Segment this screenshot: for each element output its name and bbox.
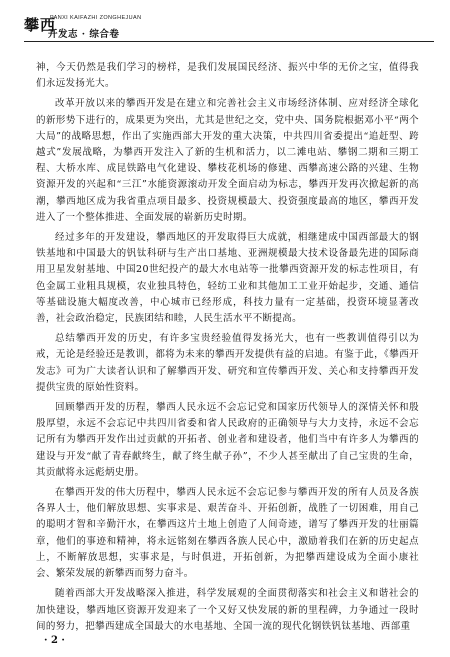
paragraph: 随着西部大开发战略深入推进，科学发展观的全面贯彻落实和社会主义和谐社会的加快建设，攀西地区资源开发迎来了一个又好又快发展的新的里程碑，力争通过一段时间的努力，把攀西建成全国最大的水电基地、全国一流的现代化钢铁钒钛基地、西部重	[36, 588, 419, 632]
header-rule	[24, 41, 434, 42]
paragraph: 改革开放以来的攀西开发是在建立和完善社会主义市场经济体制、应对经济全球化的新形势下进行的，成果更为突出，尤其是世纪之交，党中央、国务院根据邓小平“两个大局”的战略思想，作出了实施西部大开发的重大决策，中共四川省委提出“追赶型、跨越式”发展战略，为攀西开发注入了新的生机和活力，以二滩电站、攀钢二期和三期工程、大桥水库、成昆铁路电气化建设、攀枝花机场的修建、西攀高速公路的兴建、生物资源开发的兴起和“三江”水能资源滚动开发全面启动为标志，攀西开发再次掀起新的高潮，攀西地区成为我省重点项目最多、投资规模最大、投资强度最高的地区，攀西开发进入了一个整体推进、全面发展的崭新历史时期。	[36, 98, 419, 223]
body-text	[36, 60, 419, 639]
book-title: 开发志 · 综合卷	[48, 29, 120, 40]
paragraph: 回顾攀西开发的历程，攀西人民永远不会忘记党和国家历代领导人的深情关怀和殷殷厚望，永远不会忘记中共四川省委和省人民政府的正确领导与大力支持，永远不会忘记所有为攀西开发作出过贡献的开拓者、创业者和建设者，他们当中有许多人为攀西的建设与开发“献了青春献终生，献了终生献子孙”，不少人甚至献出了自己宝贵的生命，其贡献将永远彪炳史册。	[36, 402, 419, 478]
paragraph: 神，今天仍然是我们学习的榜样，是我们发展国民经济、振兴中华的无价之宝，值得我们永远发扬光大。	[36, 62, 419, 90]
page-header	[24, 10, 434, 44]
paragraph: 经过多年的开发建设，攀西地区的开发取得巨大成就，相继建成中国西部最大的钢铁基地和中国最大的钒钛科研与生产出口基地、亚洲规模最大技术设备最先进的国际商用卫星发射基地、中国20世纪投产的最大水电站等一批攀西资源开发的标志性项目，有色金属工业粗具规模，农业独具特色，轻纺工业和其他加工工业开始起步，交通、通信等基础设施大幅度改善，中心城市已经形成，科技力量有一定基础，投资环境显著改善，社会政治稳定，民族团结和睦，人民生活水平不断提高。	[36, 232, 419, 325]
book-logo: 攀西	[24, 16, 57, 34]
paragraph: 在攀西开发的伟大历程中，攀西人民永远不会忘记参与攀西开发的所有人员及各族各界人士，他们解放思想、实事求是、艰苦奋斗、开拓创新，战胜了一切困难，用自己的聪明才智和辛勤汗水，在攀西这片土地上创造了人间奇迹，谱写了攀西开发的壮丽篇章，他们的事迹和精神，将永远铭刻在攀西各族人民心中，激励着我们在新的历史起点上，不断解放思想，实事求是，与时俱进，开拓创新，为把攀西建设成为全面小康社会、繁荣发展的新攀西而努力奋斗。	[36, 487, 419, 580]
page-number: · 2 ·	[44, 635, 65, 646]
book-subtitle-pinyin: PANXI KAIFAZHI ZONGHEJUAN	[50, 15, 142, 21]
paragraph: 总结攀西开发的历史，有许多宝贵经验值得发扬光大，也有一些教训值得引以为戒，无论是经验还是教训，都将为未来的攀西开发提供有益的启迪。有鉴于此，《攀西开发志》可为广大读者认识和了解攀西开发、研究和宣传攀西开发、关心和支持攀西开发提供宝贵的原始性资料。	[36, 333, 419, 393]
